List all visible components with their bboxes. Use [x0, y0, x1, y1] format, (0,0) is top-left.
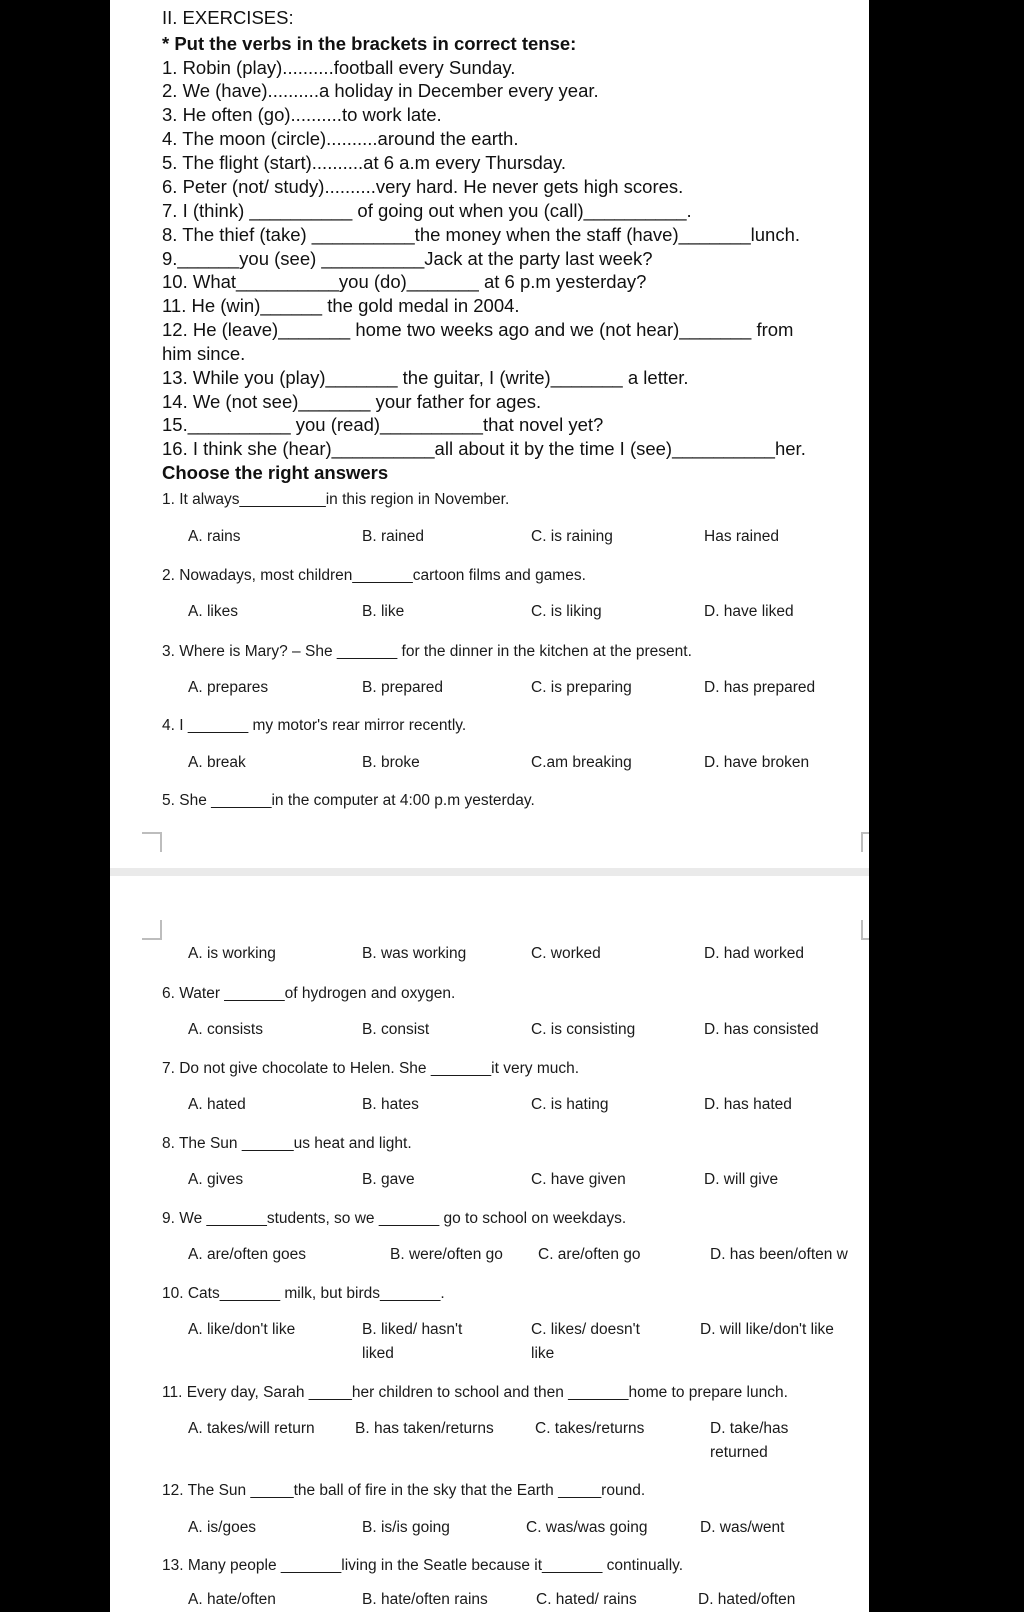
- option: A. break: [188, 754, 246, 771]
- page-break: [110, 868, 869, 876]
- question: 6. Water _______of hydrogen and oxygen.: [162, 985, 456, 1002]
- exercise-line: 11. He (win)______ the gold medal in 2004.: [162, 295, 520, 316]
- exercises-instruction: * Put the verbs in the brackets in correct tense:: [162, 33, 577, 54]
- exercise-line: 14. We (not see)_______ your father for ages.: [162, 391, 542, 412]
- exercise-line: him since.: [162, 343, 246, 364]
- option: A. is/goes: [188, 1519, 257, 1536]
- option: C. is consisting: [531, 1021, 636, 1038]
- option: B. gave: [362, 1171, 415, 1188]
- exercise-line: 16. I think she (hear)__________all about it by the time I (see)__________her.: [162, 438, 806, 459]
- option: A. hated: [188, 1096, 246, 1113]
- option: B. hates: [362, 1096, 419, 1113]
- question: 12. The Sun _____the ball of fire in the sky that the Earth _____round.: [162, 1482, 646, 1499]
- question: 13. Many people _______living in the Seatle because it_______ continually.: [162, 1557, 684, 1574]
- exercise-line: 1. Robin (play)..........football every Sunday.: [162, 57, 516, 78]
- worksheet-page: [110, 0, 869, 1612]
- option: B. consist: [362, 1021, 430, 1038]
- question: 2. Nowadays, most children_______cartoon films and games.: [162, 567, 586, 584]
- exercise-line: 3. He often (go)..........to work late.: [162, 104, 442, 125]
- question: 10. Cats_______ milk, but birds_______.: [162, 1285, 445, 1302]
- exercise-line: 15.__________ you (read)__________that novel yet?: [162, 414, 604, 435]
- option: C. have given: [531, 1171, 626, 1188]
- option-cont: liked: [362, 1345, 394, 1362]
- option: A. is working: [188, 945, 276, 962]
- option: A. consists: [188, 1021, 263, 1038]
- exercise-line: 9.______you (see) __________Jack at the party last week?: [162, 248, 653, 269]
- exercise-line: 7. I (think) __________ of going out when you (call)__________.: [162, 200, 692, 221]
- option: D. have broken: [704, 754, 810, 771]
- option: D. will like/don't like: [700, 1321, 834, 1338]
- question: 1. It always__________in this region in November.: [162, 491, 510, 508]
- option: D. has prepared: [704, 679, 816, 696]
- option: B. were/often go: [390, 1246, 503, 1263]
- option: C. are/often go: [538, 1246, 641, 1263]
- exercise-line: 5. The flight (start)..........at 6 a.m every Thursday.: [162, 152, 567, 173]
- option: C. worked: [531, 945, 601, 962]
- exercise-line: 12. He (leave)_______ home two weeks ago and we (not hear)_______ from: [162, 319, 794, 340]
- exercise-line: 2. We (have)..........a holiday in December every year.: [162, 80, 599, 101]
- choose-title: Choose the right answers: [162, 462, 389, 483]
- option: C. is hating: [531, 1096, 609, 1113]
- exercise-line: 13. While you (play)_______ the guitar, I (write)_______ a letter.: [162, 367, 689, 388]
- question: 11. Every day, Sarah _____her children to school and then _______home to prepare lunch.: [162, 1384, 788, 1401]
- crop-mark: [142, 832, 162, 852]
- option: A. prepares: [188, 679, 269, 696]
- option: A. gives: [188, 1171, 244, 1188]
- question: 8. The Sun ______us heat and light.: [162, 1135, 412, 1152]
- option: C.am breaking: [531, 754, 632, 771]
- option: A. likes: [188, 603, 238, 620]
- question: 5. She _______in the computer at 4:00 p.m yesterday.: [162, 792, 535, 809]
- option: D. has been/often w: [710, 1246, 848, 1263]
- option: C. is preparing: [531, 679, 632, 696]
- exercises-title: II. EXERCISES:: [162, 7, 294, 28]
- exercise-line: 10. What__________you (do)_______ at 6 p.m yesterday?: [162, 271, 647, 292]
- option: D. will give: [704, 1171, 779, 1188]
- option: A. like/don't like: [188, 1321, 296, 1338]
- question: 3. Where is Mary? – She _______ for the dinner in the kitchen at the present.: [162, 643, 692, 660]
- crop-mark: [861, 920, 869, 940]
- option: C. takes/returns: [535, 1420, 645, 1437]
- option: A. are/often goes: [188, 1246, 307, 1263]
- option-cont: returned: [710, 1444, 768, 1461]
- option: D. had worked: [704, 945, 804, 962]
- crop-mark: [861, 832, 869, 852]
- exercise-line: 4. The moon (circle)..........around the earth.: [162, 128, 519, 149]
- option: A. hate/often: [188, 1591, 276, 1608]
- option: D. hated/often: [698, 1591, 796, 1608]
- option: A. takes/will return: [188, 1420, 315, 1437]
- option: A. rains: [188, 528, 241, 545]
- option: Has rained: [704, 528, 779, 545]
- option: B. broke: [362, 754, 420, 771]
- option: B. was working: [362, 945, 467, 962]
- exercise-line: 8. The thief (take) __________the money when the staff (have)_______lunch.: [162, 224, 801, 245]
- option: B. liked/ hasn't: [362, 1321, 463, 1338]
- option: B. like: [362, 603, 405, 620]
- crop-mark: [142, 920, 162, 940]
- option: C. is liking: [531, 603, 602, 620]
- option: B. hate/often rains: [362, 1591, 488, 1608]
- option: D. have liked: [704, 603, 794, 620]
- option: B. has taken/returns: [355, 1420, 494, 1437]
- question: 7. Do not give chocolate to Helen. She _______it very much.: [162, 1060, 580, 1077]
- option: D. has hated: [704, 1096, 792, 1113]
- question: 9. We _______students, so we _______ go to school on weekdays.: [162, 1210, 627, 1227]
- option: D. has consisted: [704, 1021, 819, 1038]
- option: B. is/is going: [362, 1519, 450, 1536]
- option: C. is raining: [531, 528, 613, 545]
- exercise-line: 6. Peter (not/ study)..........very hard. He never gets high scores.: [162, 176, 684, 197]
- option: D. was/went: [700, 1519, 785, 1536]
- option: C. was/was going: [526, 1519, 648, 1536]
- option: C. hated/ rains: [536, 1591, 637, 1608]
- question: 4. I _______ my motor's rear mirror recently.: [162, 717, 467, 734]
- option: C. likes/ doesn't: [531, 1321, 640, 1338]
- option: B. prepared: [362, 679, 443, 696]
- option: D. take/has: [710, 1420, 789, 1437]
- option: B. rained: [362, 528, 425, 545]
- option-cont: like: [531, 1345, 555, 1362]
